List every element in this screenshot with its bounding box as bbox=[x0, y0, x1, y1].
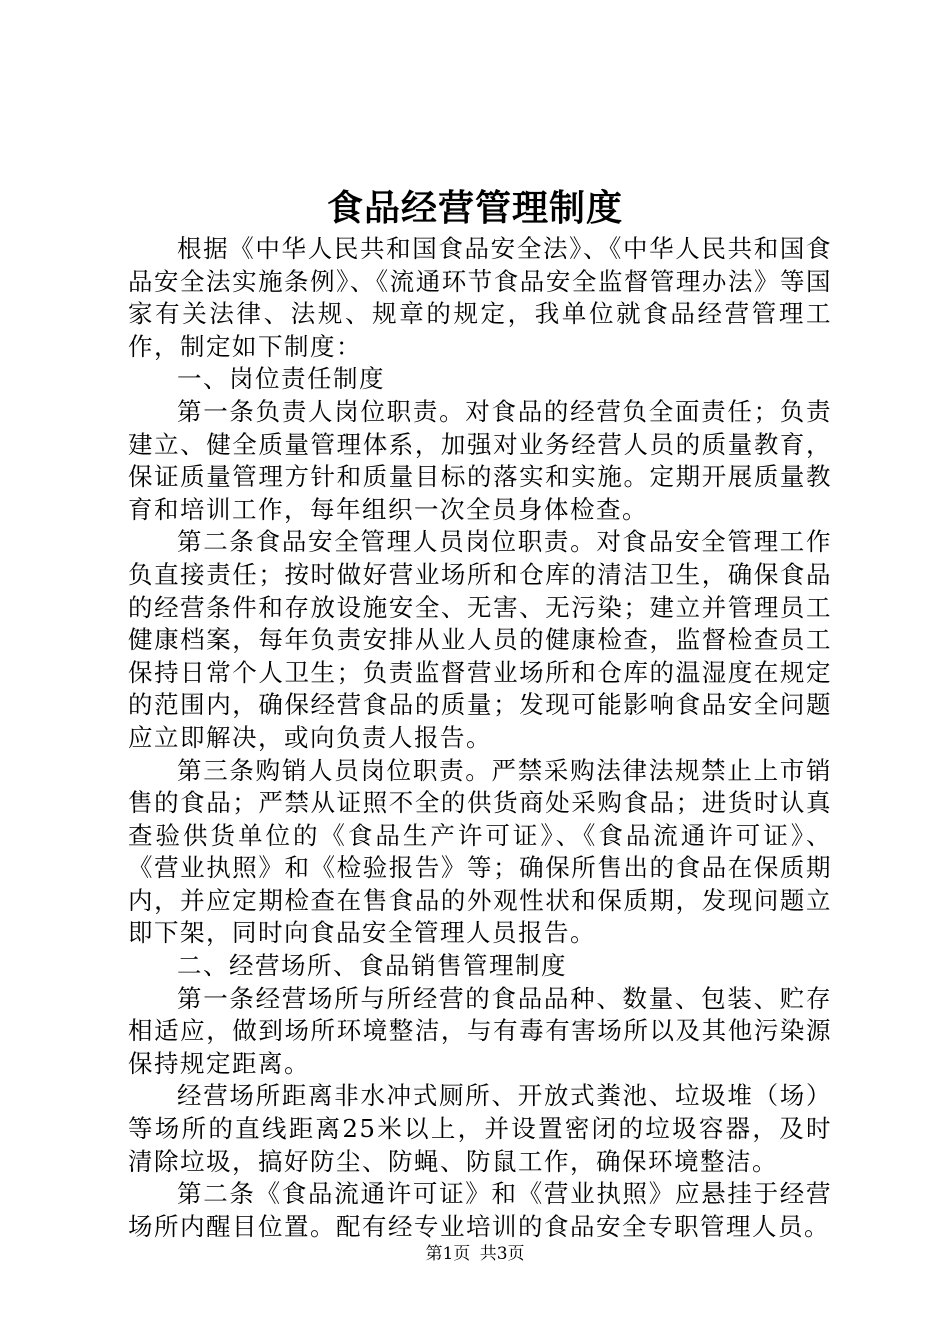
section-heading-1: 一、岗位责任制度 bbox=[177, 364, 385, 394]
page-footer bbox=[0, 1242, 950, 1266]
paragraph-article: 经营场所距离非水冲式厕所、开放式粪池、垃圾堆（场）等场所的直线距离25米以上，并设置密闭的垃圾容器，及时清除垃圾，搞好防尘、防蝇、防鼠工作，确保环境整洁。 bbox=[128, 1081, 832, 1176]
document-body bbox=[128, 233, 832, 1243]
paragraph-article: 第一条负责人岗位职责。对食品的经营负全面责任；负责建立、健全质量管理体系，加强对业务经营人员的质量教育，保证质量管理方针和质量目标的落实和实施。定期开展质量教育和培训工作，每年组织一次全员身体检查。 bbox=[128, 396, 832, 524]
page-number: 第1页 bbox=[425, 1244, 471, 1264]
page-total: 共3页 bbox=[479, 1244, 525, 1264]
paragraph-article: 第二条食品安全管理人员岗位职责。对食品安全管理工作负直接责任；按时做好营业场所和仓库的清洁卫生，确保食品的经营条件和存放设施安全、无害、无污染；建立并管理员工健康档案，每年负责安排从业人员的健康检查，监督检查员工保持日常个人卫生；负责监督营业场所和仓库的温湿度在规定的范围内，确保经营食品的质量；发现可能影响食品安全问题应立即解决，或向负责人报告。 bbox=[128, 527, 832, 752]
document-title: 食品经营管理制度 bbox=[326, 187, 623, 229]
paragraph-article: 第二条《食品流通许可证》和《营业执照》应悬挂于经营场所内醒目位置。配有经专业培训的食品安全专职管理人员。 bbox=[128, 1179, 832, 1241]
paragraph-article: 第一条经营场所与所经营的食品品种、数量、包装、贮存相适应，做到场所环境整洁，与有毒有害场所以及其他污染源保持规定距离。 bbox=[128, 983, 832, 1078]
section-heading-2: 二、经营场所、食品销售管理制度 bbox=[177, 951, 567, 981]
paragraph-article: 第三条购销人员岗位职责。严禁采购法律法规禁止上市销售的食品；严禁从证照不全的供货商处采购食品；进货时认真查验供货单位的《食品生产许可证》、《食品流通许可证》、《营业执照》和《检验报告》等；确保所售出的食品在保质期内，并应定期检查在售食品的外观性状和保质期，发现问题立即下架，同时向食品安全管理人员报告。 bbox=[128, 755, 832, 948]
paragraph-intro: 根据《中华人民共和国食品安全法》、《中华人民共和国食品安全法实施条例》、《流通环节食品安全监督管理办法》等国家有关法律、法规、规章的规定，我单位就食品经营管理工作，制定如下制度： bbox=[128, 234, 832, 361]
